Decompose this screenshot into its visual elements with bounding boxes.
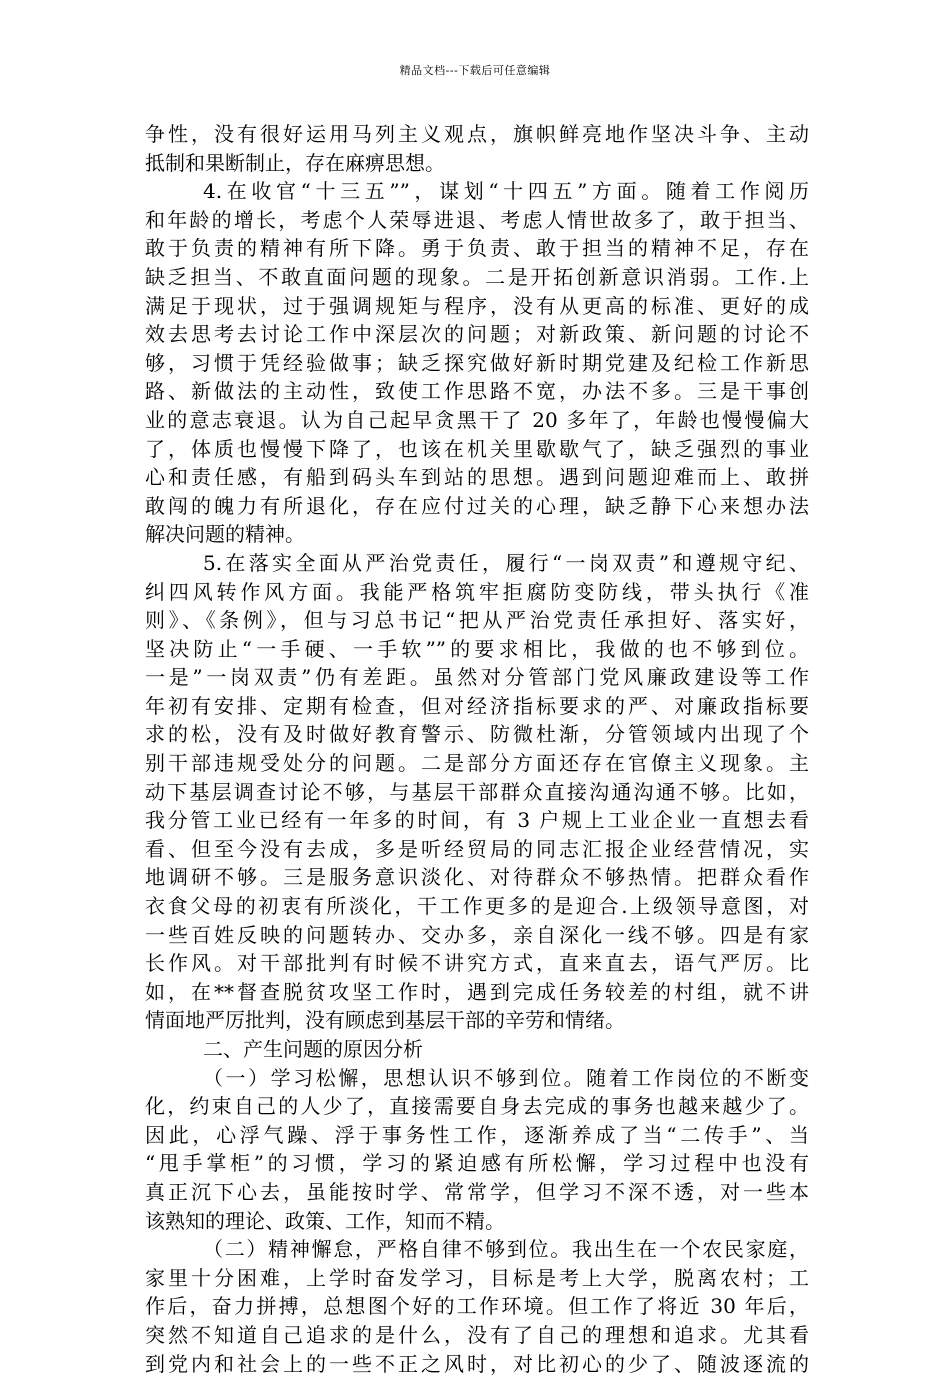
- text-line: 地调研不够。三是服务意识淡化、对待群众不够热情。把群众看作: [145, 865, 809, 890]
- text-line: 动下基层调查讨论不够，与基层干部群众直接沟通沟通不够。比如，: [145, 779, 809, 804]
- text-line: 争性，没有很好运用马列主义观点，旗帜鲜亮地作坚决斗争、主动: [145, 122, 809, 146]
- text-line: 情面地严厉批判，没有顾虑到基层干部的辛劳和情绪。: [145, 1008, 625, 1033]
- text-line: 解决问题的精神。: [145, 522, 305, 547]
- text-line: 我分管工业已经有一年多的时间，有 3 户规上工业企业一直想去看: [145, 808, 809, 833]
- text-line: 一些百姓反映的问题转办、交办多，亲自深化一线不够。四是有家: [145, 922, 809, 947]
- page-header: 精品文档---下载后可任意编辑: [399, 64, 551, 77]
- text-line: 效去思考去讨论工作中深层次的问题；对新政策、新问题的讨论不: [145, 322, 809, 347]
- text-line: 二、产生问题的原因分析: [203, 1037, 423, 1061]
- text-line: 缺乏担当、不敢直面问题的现象。二是开拓创新意识消弱。工作.上: [145, 264, 809, 289]
- text-line: 年初有安排、定期有检查，但对经济指标要求的严、对廉政指标要: [145, 693, 809, 718]
- text-line: 真正沉下心去，虽能按时学、常常学，但学习不深不透，对一些本: [145, 1179, 809, 1204]
- text-line: 抵制和果断制止，存在麻痹思想。: [145, 150, 445, 175]
- text-line: 4.在收官“十三五””，谋划“十四五”方面。随着工作阅历: [203, 179, 809, 204]
- document-body: [145, 120, 809, 1378]
- text-line: 化，约束自己的人少了，直接需要自身去完成的事务也越来越少了。: [145, 1094, 809, 1119]
- text-line: 衣食父母的初衷有所淡化，干工作更多的是迎合.上级领导意图，对: [145, 894, 809, 919]
- text-line: 家里十分困难，上学时奋发学习，目标是考上大学，脱离农村；工: [145, 1265, 809, 1290]
- text-line: 因此，心浮气躁、浮于事务性工作，逐渐养成了当“二传手”、当: [145, 1122, 809, 1147]
- text-line: 了，体质也慢慢下降了，也该在机关里歇歇气了，缺乏强烈的事业: [145, 436, 809, 461]
- text-line: 该熟知的理论、政策、工作，知而不精。: [145, 1208, 505, 1233]
- text-line: 5.在落实全面从严治党责任，履行“一岗双责”和遵规守纪、: [203, 550, 809, 575]
- text-line: 和年龄的增长，考虑个人荣辱进退、考虑人情世故多了，敢于担当、: [145, 207, 809, 232]
- text-line: “甩手掌柜”的习惯，学习的紧迫感有所松懈，学习过程中也没有: [145, 1151, 809, 1176]
- text-line: 一是”一岗双责”仍有差距。虽然对分管部门党风廉政建设等工作: [145, 665, 809, 690]
- text-line: 突然不知道自己追求的是什么，没有了自己的理想和追求。尤其看: [145, 1322, 809, 1347]
- text-line: 别干部违规受处分的问题。二是部分方面还存在官僚主义现象。主: [145, 751, 809, 776]
- text-line: 到党内和社会上的一些不正之风时，对比初心的少了、随波逐流的: [145, 1351, 809, 1376]
- text-line: （二）精神懈怠，严格自律不够到位。我出生在一个农民家庭，: [203, 1237, 809, 1262]
- text-line: 够，习惯于凭经验做事；缺乏探究做好新时期党建及纪检工作新思: [145, 350, 809, 375]
- text-line: 路、新做法的主动性，致使工作思路不宽，办法不多。三是干事创: [145, 379, 809, 404]
- text-line: 长作风。对干部批判有时候不讲究方式，直来直去，语气严厉。比: [145, 951, 809, 976]
- text-line: 求的松，没有及时做好教育警示、防微杜渐，分管领域内出现了个: [145, 722, 809, 747]
- text-line: 业的意志衰退。认为自己起早贪黑干了 20 多年了，年龄也慢慢偏大: [145, 407, 809, 432]
- text-line: 作后，奋力拼搏，总想图个好的工作环境。但工作了将近 30 年后，: [145, 1294, 809, 1319]
- text-line: 则》、《条例》，但与习总书记“把从严治党责任承担好、落实好，: [145, 608, 809, 633]
- text-line: 看、但至今没有去成，多是听经贸局的同志汇报企业经营情况，实: [145, 836, 809, 861]
- text-line: 敢闯的魄力有所退化，存在应付过关的心理，缺乏静下心来想办法: [145, 493, 809, 518]
- text-line: 敢于负责的精神有所下降。勇于负责、敢于担当的精神不足，存在: [145, 236, 809, 261]
- text-line: 如，在**督查脱贫攻坚工作时，遇到完成任务较差的村组，就不讲: [145, 979, 809, 1004]
- text-line: 心和责任感，有船到码头车到站的思想。遇到问题迎难而上、敢拼: [145, 465, 809, 490]
- text-line: 满足于现状，过于强调规矩与程序，没有从更高的标准、更好的成: [145, 293, 809, 318]
- text-line: 坚决防止“一手硬、一手软””的要求相比，我做的也不够到位。: [145, 636, 809, 661]
- text-line: 纠四风转作风方面。我能严格筑牢拒腐防变防线，带头执行《准: [145, 579, 809, 604]
- text-line: （一）学习松懈，思想认识不够到位。随着工作岗位的不断变: [203, 1065, 809, 1090]
